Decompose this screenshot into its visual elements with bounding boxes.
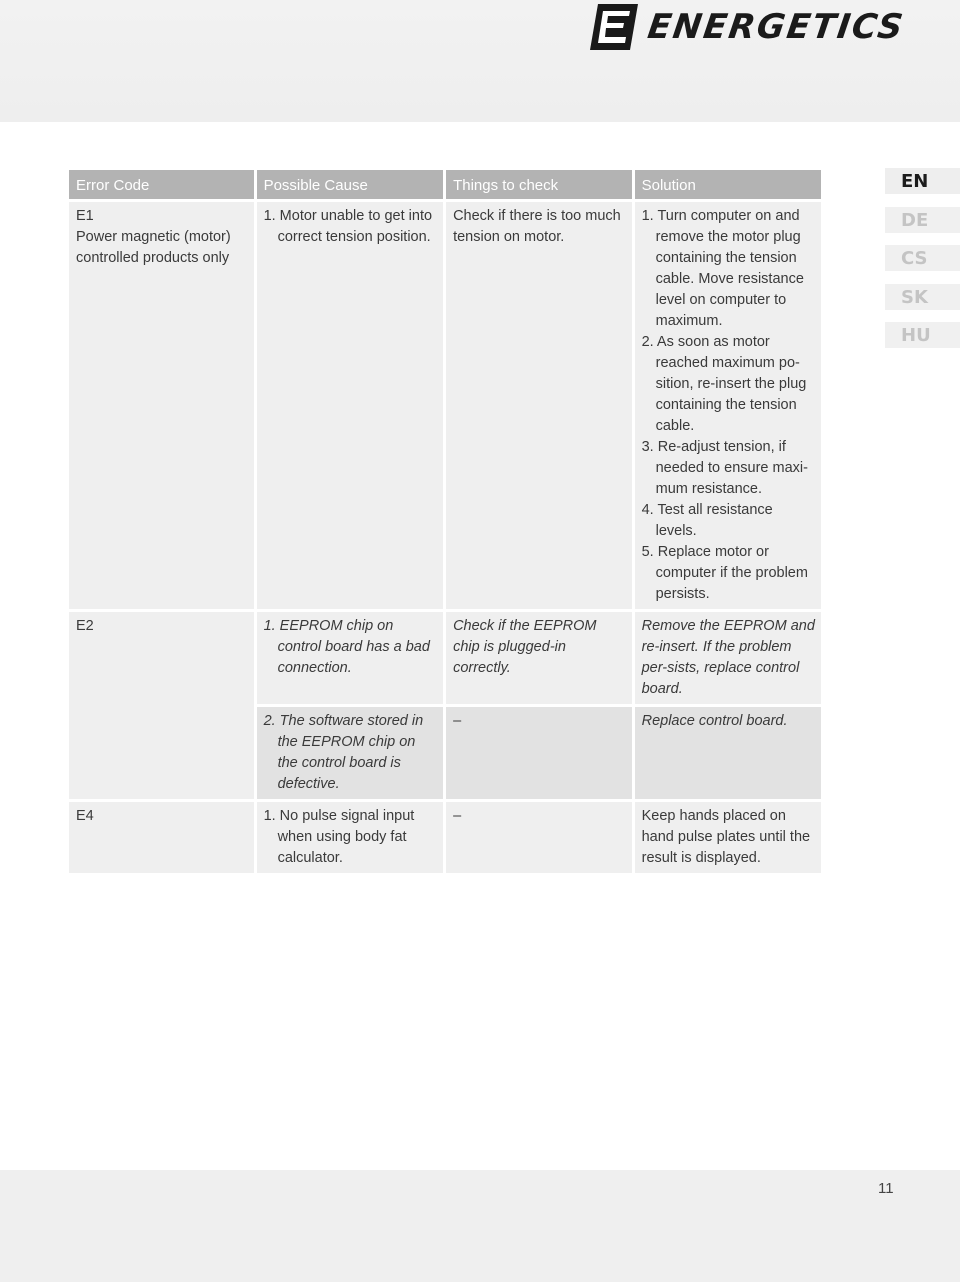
lang-tab-cs[interactable]: CS xyxy=(885,245,960,271)
cell-e2-cause-1 xyxy=(257,612,444,704)
cell-e4-code: E4 xyxy=(69,802,254,873)
cell-e2-solution-2: Replace control board. xyxy=(635,707,821,799)
lang-tab-en[interactable]: EN xyxy=(885,168,960,194)
table-row-e4 xyxy=(69,802,821,873)
page-number: 11 xyxy=(878,1180,894,1197)
error-code-table xyxy=(66,167,824,876)
cell-e4-check: – xyxy=(446,802,632,873)
e1-code-line3: controlled products only xyxy=(76,250,230,266)
cell-e1-code xyxy=(69,202,254,609)
brand-logo xyxy=(586,2,908,52)
header-solution: Solution xyxy=(635,170,821,199)
cell-e1-solution xyxy=(635,202,821,609)
e1-solution-step-5: 5. Replace motor or computer if the problem persists. xyxy=(641,544,808,602)
lang-tab-sk[interactable]: SK xyxy=(885,284,960,310)
cell-e2-solution-1: Remove the EEPROM and re-insert. If the problem per-sists, replace control board. xyxy=(635,612,821,704)
cell-e2-check-1: Check if the EEPROM chip is plugged-in correctly. xyxy=(446,612,632,704)
e1-solution-step-4: 4. Test all resistance levels. xyxy=(641,502,773,539)
language-tabs xyxy=(885,168,960,361)
e2-cause-1: 1. EEPROM chip on control board has a bad connection. xyxy=(263,618,430,676)
footer-band xyxy=(0,1170,960,1282)
brand-name: ENERGETICS xyxy=(645,7,908,47)
e1-code-line2: Power magnetic (motor) xyxy=(76,229,231,245)
header-things-to-check: Things to check xyxy=(446,170,632,199)
e2-cause-2: 2. The software stored in the EEPROM chip on the control board is defective. xyxy=(263,713,424,792)
cell-e1-check: Check if there is too much tension on motor. xyxy=(446,202,632,609)
cell-e4-solution: Keep hands placed on hand pulse plates until the result is displayed. xyxy=(635,802,821,873)
table-row-e1 xyxy=(69,202,821,609)
lang-tab-hu[interactable]: HU xyxy=(885,322,960,348)
cell-e2-code: E2 xyxy=(69,612,254,799)
brand-e-icon xyxy=(586,2,640,52)
header-possible-cause: Possible Cause xyxy=(257,170,444,199)
cell-e2-cause-2 xyxy=(257,707,444,799)
e1-solution-step-1: 1. Turn computer on and remove the motor plug containing the tension cable. Move resistance level on computer to maximum. xyxy=(641,208,804,329)
cell-e4-cause xyxy=(257,802,444,873)
cell-e2-check-2: – xyxy=(446,707,632,799)
lang-tab-de[interactable]: DE xyxy=(885,207,960,233)
e4-cause: 1. No pulse signal input when using body fat calculator. xyxy=(263,808,415,866)
table-row-e2-a xyxy=(69,612,821,704)
table-header-row xyxy=(69,170,821,199)
e1-cause: 1. Motor unable to get into correct tension position. xyxy=(263,208,433,245)
e1-solution-step-3: 3. Re-adjust tension, if needed to ensure maxi-mum resistance. xyxy=(641,439,808,497)
cell-e1-cause xyxy=(257,202,444,609)
e1-solution-step-2: 2. As soon as motor reached maximum po-sition, re-insert the plug containing the tension cable. xyxy=(641,334,807,434)
e1-code: E1 xyxy=(76,208,94,224)
header-error-code: Error Code xyxy=(69,170,254,199)
